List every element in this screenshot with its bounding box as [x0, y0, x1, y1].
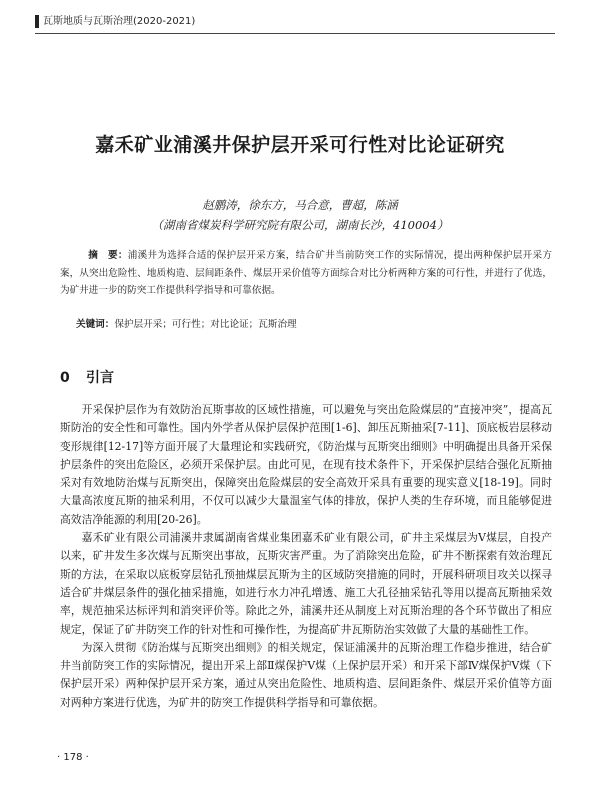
author-list: 赵鹏涛，徐东方，马合意，曹超，陈涵 — [202, 198, 398, 212]
header-marker — [35, 15, 39, 28]
abstract-label: 摘 要： — [88, 250, 128, 261]
abstract — [60, 247, 552, 300]
running-header — [35, 13, 555, 34]
page-number: · 178 · — [57, 752, 89, 763]
section-number: 0 — [60, 370, 70, 386]
keywords-label: 关键词： — [76, 319, 115, 330]
keywords-text: 保护层开采；可行性；对比论证；瓦斯治理 — [114, 319, 297, 330]
article-title: 嘉禾矿业浦溪井保护层开采可行性对比论证研究 — [95, 134, 505, 156]
section-heading — [60, 367, 114, 387]
paragraph: 为深入贯彻《防治煤与瓦斯突出细则》的相关规定，保证浦溪井的瓦斯治理工作稳步推进，结合矿井当前防突工作的实际情况，提出开采上部Ⅱ煤保护Ⅴ煤（上保护层开采）和开采下部Ⅳ煤保护Ⅴ煤（下保护层开采）两种保护层开采方案，通过从突出危险性、地质构造、层间距条件、煤层开采价值等方面对两种方案进行优选，为矿井的防突工作提供科学指导和可靠依据。 — [60, 640, 552, 709]
section-title: 引言 — [86, 370, 114, 386]
abstract-text: 浦溪井为选择合适的保护层开采方案，结合矿井当前防突工作的实际情况，提出两种保护层开采方案，从突出危险性、地质构造、层间距条件、煤层开采价值等方面综合对比分析两种方案的可行性，并进行了优选，为矿井进一步的防突工作提供科学指导和可靠依据。 — [60, 250, 553, 296]
paragraph: 开采保护层作为有效防治瓦斯事故的区域性措施，可以避免与突出危险煤层的“直接冲突”，提高瓦斯防治的安全性和可靠性。国内外学者从保护层保护范围[1-6]、卸压瓦斯抽采[7-11]、顶底板岩层移动变形规律[12-17]等方面开展了大量理论和实践研究，《防治煤与瓦斯突出细则》中明确提出具备开采保护层条件的突出危险区，必须开采保护层。由此可见，在现有技术条件下，开采保护层结合强化瓦斯抽采对有效地防治煤与瓦斯突出，保障突出危险煤层的安全高效开采具有重要的现实意义[18-19]。同时大量高浓度瓦斯的抽采利用，不仅可以减少大量温室气体的排放，保护人类的生存环境，而且能够促进高效洁净能源的利用[20-26]。 — [60, 403, 552, 526]
keywords — [76, 316, 552, 333]
journal-name: 瓦斯地质与瓦斯治理(2020-2021) — [43, 16, 196, 27]
body-text — [60, 401, 552, 712]
paragraph: 嘉禾矿业有限公司浦溪井隶属湖南省煤业集团嘉禾矿业有限公司，矿井主采煤层为Ⅴ煤层，自投产以来，矿井发生多次煤与瓦斯突出事故，瓦斯灾害严重。为了消除突出危险，矿井不断探索有效治理瓦斯的方法，在采取以底板穿层钻孔预抽煤层瓦斯为主的区域防突措施的同时，开展科研项目攻关以探寻适合矿井煤层条件的强化抽采措施，如进行水力冲孔增透、施工大孔径抽采钻孔等用以提高瓦斯抽采效率，规范抽采达标评判和消突评价等。除此之外，浦溪井还从制度上对瓦斯治理的各个环节做出了相应规定，保证了矿井防突工作的针对性和可操作性，为提高矿井瓦斯防治实效做了大量的基础性工作。 — [60, 531, 552, 636]
author-affiliation: （湖南省煤炭科学研究院有限公司，湖南长沙，410004） — [151, 218, 449, 232]
